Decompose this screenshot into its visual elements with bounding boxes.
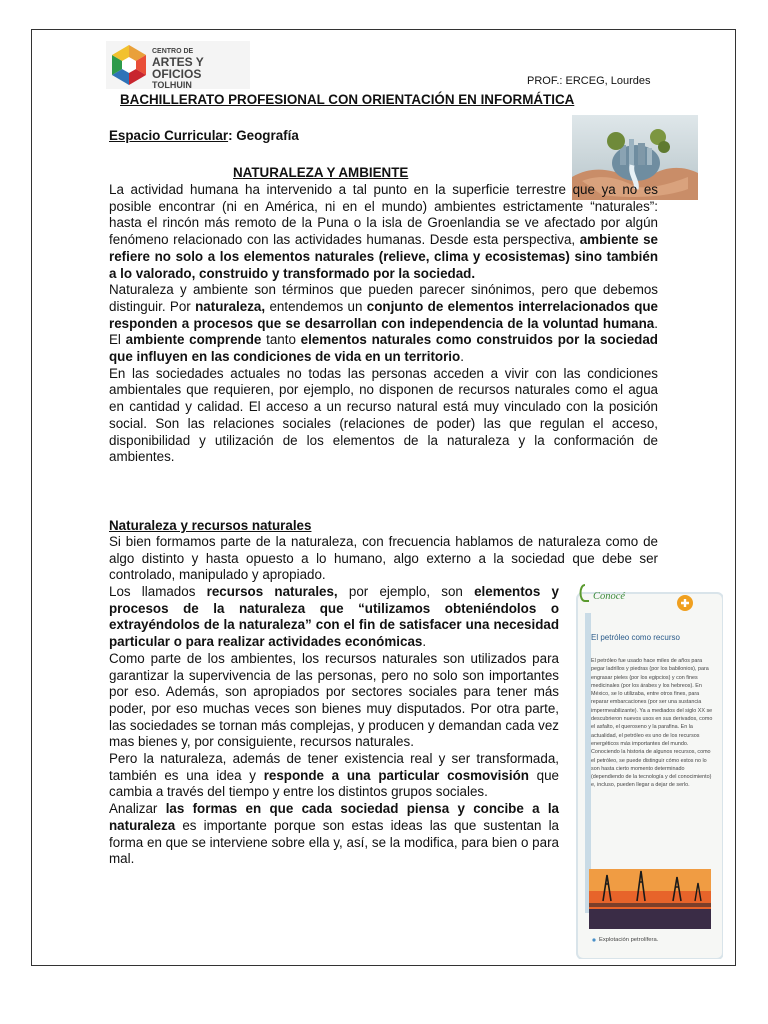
logo-hexagon-icon: [109, 43, 149, 87]
bold-run: conjunto de elementos interrelacionados que responden a procesos que se desarrollan con independencia de la voluntad humana: [109, 298, 658, 331]
section1-paragraph-1: [109, 182, 658, 282]
bold-run: ambiente comprende: [125, 332, 262, 348]
section2-paragraph-4: [109, 751, 559, 801]
logo: [106, 41, 250, 89]
bold-run: las formas en que cada sociedad piensa y concibe a la naturaleza: [109, 801, 559, 833]
section2-body: [109, 584, 559, 868]
section2-intro: [109, 534, 658, 584]
bold-run: ambiente se refiere no solo a los elementos naturales (relieve, clima y ecosistemas) sino también a lo valorado, construido y transformado por la sociedad.: [109, 232, 658, 281]
text-run: Si bien formamos parte de la naturaleza, con frecuencia hablamos de naturaleza como de algo distinto y hasta opuesto a lo humano, algo externo a la sociedad que debe ser controlado, manipulado y apropiado.: [109, 534, 658, 583]
logo-line2: ARTES Y OFICIOS: [152, 55, 204, 81]
text-run: Los llamados: [109, 584, 207, 599]
text-run: Pero la naturaleza, además de tener existencia real y ser transformada, también es una idea y: [109, 751, 559, 783]
logo-line3: TOLHUIN: [152, 80, 192, 90]
text-run: que cambia a través del tiempo y entre los distintos grupos sociales.: [109, 767, 559, 800]
section1-body: [109, 182, 658, 466]
section2-paragraph-3: [109, 651, 559, 751]
section1-title: NATURALEZA Y AMBIENTE: [233, 165, 409, 180]
bold-run: recursos naturales,: [206, 584, 338, 599]
text-run: por ejemplo, son: [337, 584, 475, 599]
text-run: es importante porque son estas ideas las que sustentan la forma en que se interviene sobre ella y, así, se la modifica, para bien o para mal.: [109, 817, 559, 867]
bold-run: naturaleza,: [195, 298, 266, 314]
section1-paragraph-2: [109, 282, 658, 366]
bold-run: elementos y procesos de la naturaleza que “utilizamos obteniéndolos o extrayéndolos de la naturaleza” con el fin de satisfacer una necesidad particular o para realizar actividades económicas: [109, 584, 559, 650]
text-run: .: [460, 349, 464, 365]
text-run: .: [422, 634, 427, 650]
text-run: tanto: [261, 332, 301, 348]
program-title: BACHILLERATO PROFESIONAL CON ORIENTACIÓN EN INFORMÁTICA: [120, 92, 575, 107]
curricular-space-label: Espacio Curricular: [109, 128, 229, 143]
section1-paragraph-3: [109, 366, 658, 466]
text-run: Naturaleza y ambiente son términos que pueden parecer sinónimos, pero que debemos distinguir. Por: [109, 282, 658, 314]
sidebar-subtitle: El petróleo como recurso: [591, 633, 680, 642]
text-run: Analizar: [109, 801, 166, 817]
text-run: Como parte de los ambientes, los recursos naturales son utilizados para garantizar la supervivencia de las personas, pero no solo son importantes por eso. Además, son apropiados por sectores sociales para tener más poder, por eso muchas veces son bienes muy disputados. Por otra parte, las sociedades se tornan más complejas, y producen y demandan cada vez mas bienes y, por consiguiente, recursos naturales.: [109, 650, 559, 750]
section2-paragraph-1: [109, 534, 658, 584]
curricular-space-value: : Geografía: [228, 128, 299, 143]
logo-line1: CENTRO DE: [152, 48, 194, 55]
text-run: En las sociedades actuales no todas las personas acceden a vivir con las condiciones ambientales que requieren, por ejemplo, no disponen de recursos naturales como el agua en cantidad y calidad. El acceso a un recurso natural está muy vinculado con la posición social. Son las relaciones sociales (relaciones de poder) las que regulan el acceso, disponibilidad y utilización de los elementos de la naturaleza y la conformación de ambientes.: [109, 365, 658, 465]
section2-paragraph-2: [109, 584, 559, 651]
curricular-space: [109, 128, 299, 143]
text-run: La actividad humana ha intervenido a tal punto en la superficie terrestre que ya no es posible encontrar (ni en América, ni en el mundo) ambientes estrictamente “naturales”: hasta el rincón más remoto de la Puna o la isla de Groenlandia se ve afectado por algún fenómeno relacionado con las actividades humanas. Desde esta perspectiva,: [109, 182, 658, 248]
sidebar-petroleo-box: [575, 579, 723, 959]
teacher-name: PROF.: ERCEG, Lourdes: [527, 75, 651, 87]
bold-run: elementos naturales como construidos por la sociedad que influyen en las condiciones de vida en un territorio: [109, 332, 658, 365]
sidebar-body: El petróleo fue usado hace miles de años para pegar ladrillos y piedras (por los babilonios), para engrasar pieles (por los egipcios) y con fines medicinales (por los árabes y los hebreos). En México, se lo utilizaba, entre otros fines, para reparar embarcaciones (por ser una sustancia impermeabilizante). Ya a mediados del siglo XX se descubrieron nuevos usos en sus derivados, como el asfalto, el queroseno y la parafina. En la actualidad, el petróleo es uno de los recursos energéticos más importantes del mundo. Conociendo la historia de algunos recursos, como el petróleo, se puede distinguir cómo estos no lo son hasta cierto momento determinado (dependiendo de la tecnología y del conocimiento) e, incluso, pueden llegar a dejar de serlo.: [591, 658, 713, 789]
sidebar-title: Conocé: [593, 591, 626, 602]
text-run: . El: [109, 315, 658, 348]
section2-paragraph-5: [109, 801, 559, 868]
bold-run: responde a una particular cosmovisión: [263, 767, 529, 783]
text-run: entendemos un: [265, 298, 367, 314]
section2-title: Naturaleza y recursos naturales: [109, 518, 312, 533]
sidebar-caption: Explotación petrolífera.: [599, 937, 659, 943]
